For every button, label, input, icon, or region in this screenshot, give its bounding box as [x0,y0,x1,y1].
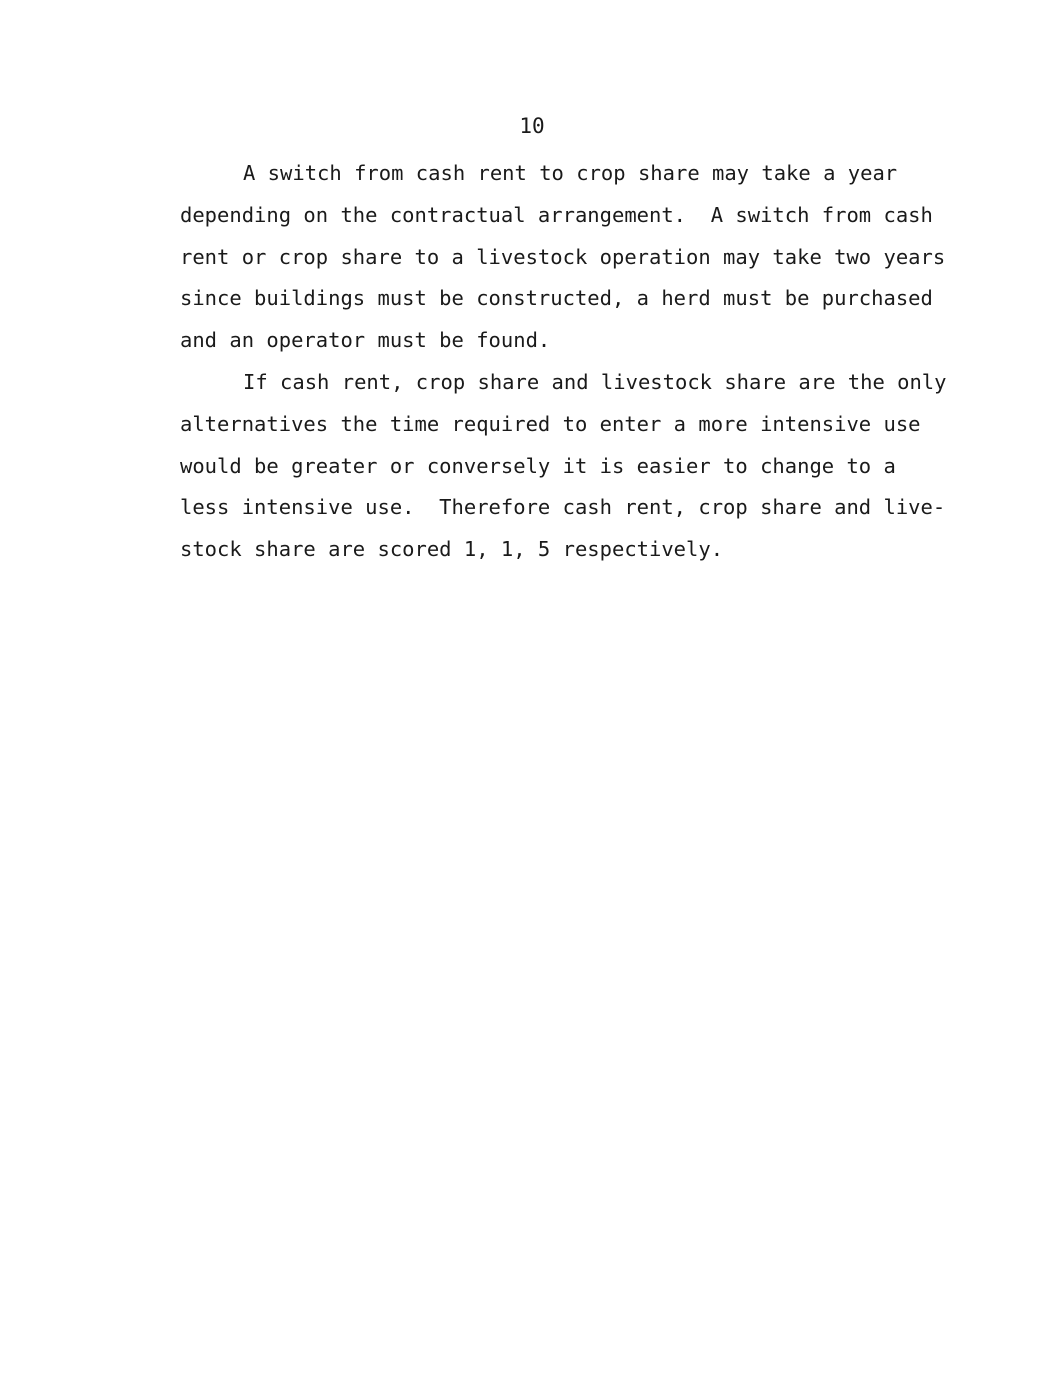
text-line: less intensive use. Therefore cash rent, crop share and live- [180,495,946,520]
paragraph-1 [180,153,1000,362]
text-line: depending on the contractual arrangement. A switch from cash [180,202,933,227]
paragraph-2 [180,362,1000,571]
text-line: A switch from cash rent to crop share may take a year [243,161,898,185]
text-line: and an operator must be found. [180,328,551,353]
text-line: alternatives the time required to enter a more intensive use [180,411,921,436]
text-line: since buildings must be constructed, a herd must be purchased [180,286,933,311]
body-text [180,153,1000,571]
text-line: If cash rent, crop share and livestock share are the only [243,369,947,394]
text-line: would be greater or conversely it is easier to change to a [180,453,896,478]
text-line: rent or crop share to a livestock operation may take two years [180,244,946,269]
page-number: 10 [519,114,545,138]
text-line: stock share are scored 1, 1, 5 respectively. [180,537,724,562]
